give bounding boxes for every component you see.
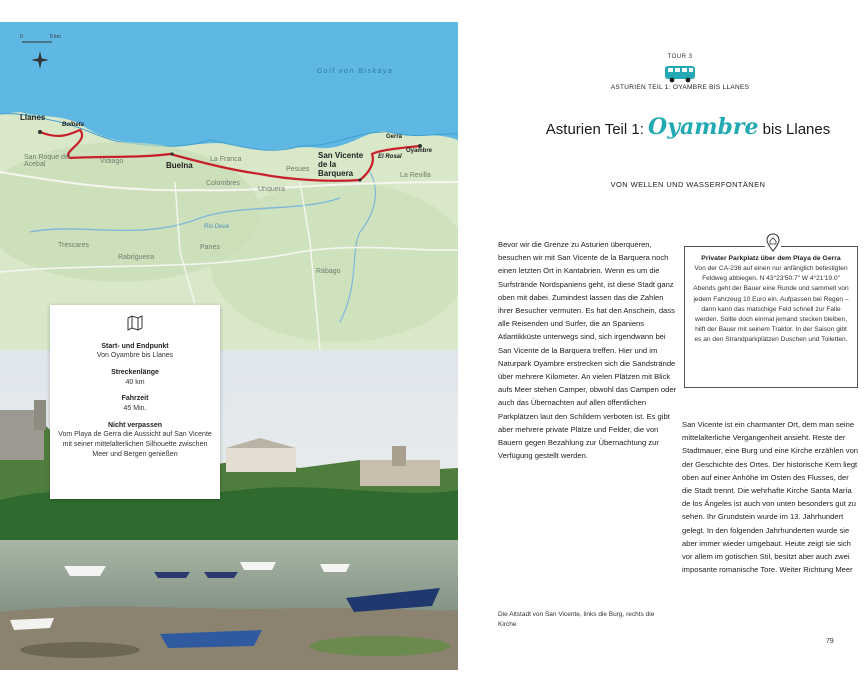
place-la-franca: La Franca xyxy=(210,156,242,163)
place-gerra: Gerra xyxy=(386,134,403,140)
left-page xyxy=(0,22,458,670)
body-text-left: Bevor wir die Grenze zu Asturien überqueren, besuchen wir mit San Vicente de la Barquera noch einen letzten Ort in Kantabrien. Wenn es um die Surfstrände Nordspaniens geht, ist diese Stadt ganz oben mit dabei. Zumindest lassen das die Zahlen ihrer Besucher vermuten. Es hat den Anschein, dass alle Reisenden und Surfer, die an Spaniens Atlantikküste unterwegs sind, sich irgendwann bei San Vicente de la Barquera treffen. Hier und im Naturpark Oyambre erstrecken sich die Sandstrände über mehrere Kilometer. An vielen Plätzen mit Blick aufs Meer stehen Camper, obwohl das Campen oder auch das Übernachten auf allen öffentlichen Parkplätzen laut den Schildern verboten ist. Es gibt aber mehrere private Plätze und Felder, die von Bauern gegen Bezahlung zur Übernachtung zur Verfügung gestellt werden. xyxy=(498,240,677,461)
scale-end-label: 5 km xyxy=(50,34,61,40)
page-title xyxy=(538,114,838,140)
place-trescares: Trescares xyxy=(58,242,89,249)
river-label: Rio Deva xyxy=(204,224,229,230)
distance-label: Streckenlänge xyxy=(111,369,159,377)
title-prefix: Asturien Teil 1: xyxy=(545,121,644,138)
tour-subtitle: ASTURIEN TEIL 1: OYAMBRE BIS LLANES xyxy=(610,84,750,91)
tip-text: Von der CA-236 auf einen nur anfänglich befestigten Feldweg abbiegen. N 43°23'50.7" W 4°21'19.0" Abends geht der Bauer eine Runde und sammelt von jedem Fahrzeug 10 Euro ein. Aufpassen bei Regen – dann kann das matschige Feld schnell zur Falle werden. Sollte doch einmal jemand stecken bleiben, hilft der Bauer mit seinem Traktor. In der Saison gibt es an den Strandparkplätzen Duschen und Toiletten. xyxy=(693,265,849,344)
tip-title: Privater Parkplatz über dem Playa de Gerra xyxy=(701,255,841,262)
place-colombres: Colombres xyxy=(206,180,240,187)
title-script: Oyambre xyxy=(648,114,759,140)
place-san-roque: San Roque del Acebal xyxy=(24,154,71,168)
missing-label: Nicht verpassen xyxy=(107,421,163,429)
missing-value: Vom Playa de Gerra die Aussicht auf San Vicente mit seiner mittelalterlichen Silhouette zwischen Meer und Bergen genießen xyxy=(58,431,212,458)
time-value: 45 Min. xyxy=(123,404,147,412)
page-subtitle: VON WELLEN UND WASSERFONTÄNEN xyxy=(610,180,766,189)
place-unquera: Unquera xyxy=(258,186,285,193)
place-vidiago: Vidiago xyxy=(100,158,124,165)
route-map xyxy=(0,22,458,350)
sea-label: Golf von Biskaya xyxy=(316,68,394,75)
place-el-rosal: El Rosal xyxy=(378,154,402,160)
place-llanes: Llanes xyxy=(20,113,46,122)
tour-label: TOUR 3 xyxy=(667,54,693,60)
time-label: Fahrzeit xyxy=(121,395,149,403)
place-pesues: Pesues xyxy=(286,166,310,173)
scale-start-label: 0 xyxy=(20,34,23,40)
location-pin-icon xyxy=(765,233,781,253)
place-rabago: Rábago xyxy=(316,268,341,275)
place-bolbeta: Bolbeta xyxy=(62,122,85,128)
title-suffix: bis Llanes xyxy=(762,121,831,138)
place-san-vicente: San Vicente de la Barquera xyxy=(318,151,364,178)
distance-value: 40 km xyxy=(125,378,145,386)
right-page xyxy=(478,22,864,670)
place-rabrigueira: Rabrigueira xyxy=(118,254,155,261)
place-oyambre: Oyambre xyxy=(406,148,433,154)
bus-icon xyxy=(664,65,696,83)
parking-tip-box xyxy=(684,246,858,388)
place-panes: Panes xyxy=(200,244,220,251)
map-icon xyxy=(127,315,143,331)
start-value: Von Oyambre bis Llanes xyxy=(96,352,174,360)
place-la-revilla: La Revilla xyxy=(400,172,431,179)
place-buelna: Buelna xyxy=(166,161,193,170)
page-number: 79 xyxy=(826,638,834,645)
photo-caption: Die Altstadt von San Vicente, links die Burg, rechts die Kirche xyxy=(498,611,655,628)
start-label: Start- und Endpunkt xyxy=(101,343,169,350)
route-info-box xyxy=(50,305,220,499)
body-text-right: San Vicente ist ein charmanter Ort, dem man seine mittelalterliche Vergangenheit ansieht. Reste der Stadtmauer, eine Burg und eine Kirche erzählen von der Geschichte des Ortes. Der historische Kern liegt oben auf einer Anhöhe im Osten des Flusses, der die Stadt trennt. Die wehrhafte Kirche Santa María de los Ángeles ist auch von unten besonders gut zu sehen. Ihr Grundstein wurde im 13. Jahrhundert gelegt. In den folgenden Jahrhunderten wurde sie aber immer wieder umgebaut. Heute zeigt sie sich vor allem im gotischen Stil, besitzt aber auch zwei imposante romanische Tore. Weiter Richtung Meer xyxy=(682,420,859,575)
